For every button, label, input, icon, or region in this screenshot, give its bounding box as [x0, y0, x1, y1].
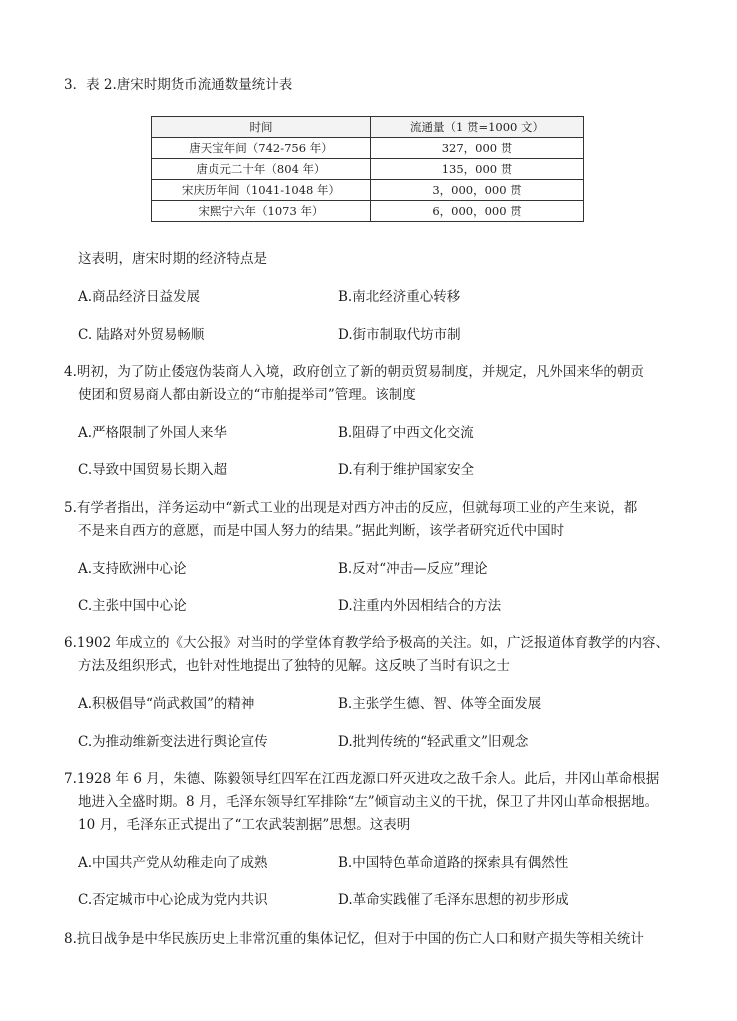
table-cell: 唐贞元二十年（804 年）	[152, 159, 371, 180]
table-row	[152, 159, 584, 180]
table-cell: 宋熙宁六年（1073 年）	[152, 201, 371, 222]
q5-option-d[interactable]: D.注重内外因相结合的方法	[338, 598, 502, 614]
q3-option-a[interactable]: A.商品经济日益发展	[78, 289, 201, 305]
table-row	[152, 138, 584, 159]
q7-option-c[interactable]: C.否定城市中心论成为党内共识	[78, 892, 268, 908]
q6-option-d[interactable]: D.批判传统的“轻武重文”旧观念	[338, 734, 529, 750]
q5-stem-line-2: 不是来自西方的意愿，而是中国人努力的结果。”据此判断，该学者研究近代中国时	[78, 523, 565, 539]
table-header-row	[152, 117, 584, 138]
q6-option-b[interactable]: B.主张学生德、智、体等全面发展	[338, 696, 542, 712]
q8-stem-line-1: 8.抗日战争是中华民族历史上非常沉重的集体记忆，但对于中国的伤亡人口和财产损失等相关统计	[64, 931, 644, 947]
q3-stem: 3．表 2.唐宋时期货币流通数量统计表	[64, 77, 293, 93]
q4-option-c[interactable]: C.导致中国贸易长期入超	[78, 462, 228, 478]
table-row	[152, 180, 584, 201]
q7-option-b[interactable]: B.中国特色革命道路的探索具有偶然性	[338, 855, 569, 871]
table-row	[152, 201, 584, 222]
q7-option-d[interactable]: D.革命实践催了毛泽东思想的初步形成	[338, 892, 569, 908]
q6-stem-line-2: 方法及组织形式，也针对性地提出了独特的见解。这反映了当时有识之士	[78, 658, 510, 674]
q5-stem-line-1: 5.有学者指出，洋务运动中“新式工业的出现是对西方冲击的反应，但就每项工业的产生来说，都	[64, 500, 638, 516]
table-cell: 宋庆历年间（1041-1048 年）	[152, 180, 371, 201]
q5-option-a[interactable]: A.支持欧洲中心论	[78, 561, 187, 577]
q3-option-b[interactable]: B.南北经济重心转移	[338, 289, 461, 305]
q3-question: 这表明，唐宋时期的经济特点是	[78, 251, 267, 267]
q3-option-c[interactable]: C. 陆路对外贸易畅顺	[78, 327, 205, 343]
table-header: 流通量（1 贯=1000 文）	[371, 117, 584, 138]
q4-option-a[interactable]: A.严格限制了外国人来华	[78, 425, 228, 441]
table-cell: 6，000，000 贯	[371, 201, 584, 222]
table-cell: 3，000，000 贯	[371, 180, 584, 201]
q5-option-b[interactable]: B.反对“冲击—反应”理论	[338, 561, 488, 577]
q7-stem-line-2: 地进入全盛时期。8 月，毛泽东领导红军排除“左”倾盲动主义的干扰，保卫了井冈山革命根据地。	[78, 794, 659, 810]
table-cell: 327，000 贯	[371, 138, 584, 159]
table-cell: 135，000 贯	[371, 159, 584, 180]
q7-option-a[interactable]: A.中国共产党从幼稚走向了成熟	[78, 855, 268, 871]
q4-stem-line-1: 4.明初，为了防止倭寇伪装商人入境，政府创立了新的朝贡贸易制度，并规定，凡外国来华的朝贡	[64, 364, 644, 380]
q6-option-c[interactable]: C.为推动维新变法进行舆论宣传	[78, 734, 268, 750]
table-header: 时间	[152, 117, 371, 138]
q6-stem-line-1: 6.1902 年成立的《大公报》对当时的学堂体育教学给予极高的关注。如，广泛报道体育教学的内容、	[64, 635, 670, 651]
q4-stem-line-2: 使团和贸易商人都由新设立的“市舶提举司”管理。该制度	[78, 387, 416, 403]
q5-option-c[interactable]: C.主张中国中心论	[78, 598, 187, 614]
q7-stem-line-1: 7.1928 年 6 月，朱德、陈毅领导红四军在江西龙源口歼灭进攻之敌千余人。此后，井冈山革命根据	[64, 771, 660, 787]
currency-table	[151, 116, 584, 222]
q7-stem-line-3: 10 月，毛泽东正式提出了“工农武装割据”思想。这表明	[78, 817, 411, 833]
q3-option-d[interactable]: D.街市制取代坊市制	[338, 327, 461, 343]
q4-option-d[interactable]: D.有利于维护国家安全	[338, 462, 475, 478]
q4-option-b[interactable]: B.阻碍了中西文化交流	[338, 425, 474, 441]
table-cell: 唐天宝年间（742-756 年）	[152, 138, 371, 159]
q6-option-a[interactable]: A.积极倡导“尚武救国”的精神	[78, 696, 255, 712]
